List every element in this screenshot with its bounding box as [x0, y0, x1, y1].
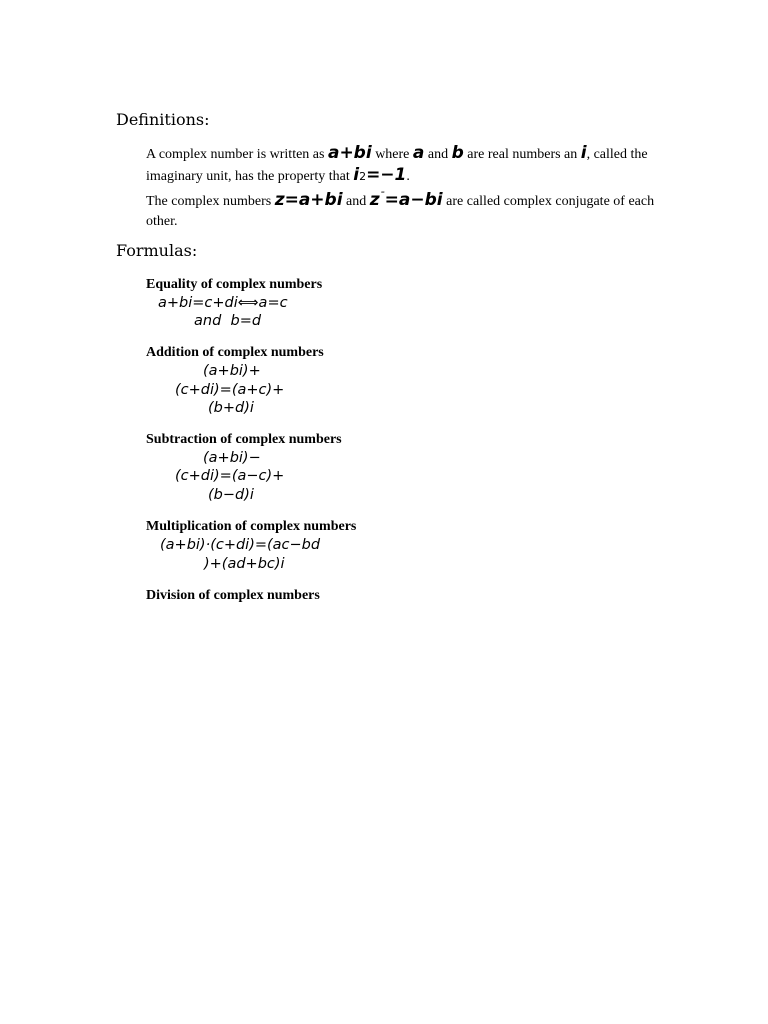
definitions-heading: Definitions: [116, 110, 210, 129]
equality-formula-line-2: and b=d [194, 313, 262, 329]
math-i: i [580, 143, 587, 163]
addition-formula-line-2: (c+di)=(a+c)+ [175, 382, 285, 398]
multiplication-title: Multiplication of complex numbers [146, 519, 357, 534]
math-exponent: 2 [359, 170, 367, 183]
math-i-base: i [353, 165, 360, 185]
math-z: z [369, 190, 380, 210]
conjugate-bar: ¯ [379, 191, 385, 202]
math-z-conjugate [370, 190, 443, 210]
text: are real numbers an [463, 147, 581, 162]
text: are called complex conjugate of each other. [146, 194, 655, 229]
text: where [371, 147, 413, 162]
math-a-plus-bi: a+bi [327, 143, 372, 163]
text: and [342, 194, 370, 209]
text: , called the imaginary unit, has the property that [146, 147, 648, 184]
addition-title: Addition of complex numbers [146, 345, 324, 360]
text: The complex numbers [146, 194, 275, 209]
text: and [424, 147, 452, 162]
equality-formula-line-1: a+bi=c+di⟺a=c [158, 295, 288, 311]
addition-formula-line-3: (b+d)i [208, 400, 254, 416]
formulas-heading: Formulas: [116, 241, 198, 260]
math-a-minus-bi: =a−bi [384, 190, 443, 210]
multiplication-formula-line-2: )+(ad+bc)i [204, 556, 285, 572]
math-z-equals-a-plus-bi: z=a+bi [274, 190, 343, 210]
math-i-squared [353, 165, 406, 185]
text: A complex number is written as [146, 147, 328, 162]
equality-title: Equality of complex numbers [146, 277, 323, 292]
division-title: Division of complex numbers [146, 588, 320, 603]
math-a: a [412, 143, 425, 163]
addition-formula-line-1: (a+bi)+ [203, 363, 261, 379]
text: . [406, 169, 410, 184]
math-equals-minus-one: =−1 [366, 165, 407, 185]
math-b: b [451, 143, 464, 163]
multiplication-formula-line-1: (a+bi)·(c+di)=(ac−bd [160, 537, 321, 553]
definition-paragraph-1 [146, 143, 686, 232]
subtraction-formula-line-3: (b−d)i [208, 487, 254, 503]
subtraction-formula-line-1: (a+bi)− [203, 450, 261, 466]
subtraction-formula-line-2: (c+di)=(a−c)+ [175, 468, 285, 484]
subtraction-title: Subtraction of complex numbers [146, 432, 342, 447]
